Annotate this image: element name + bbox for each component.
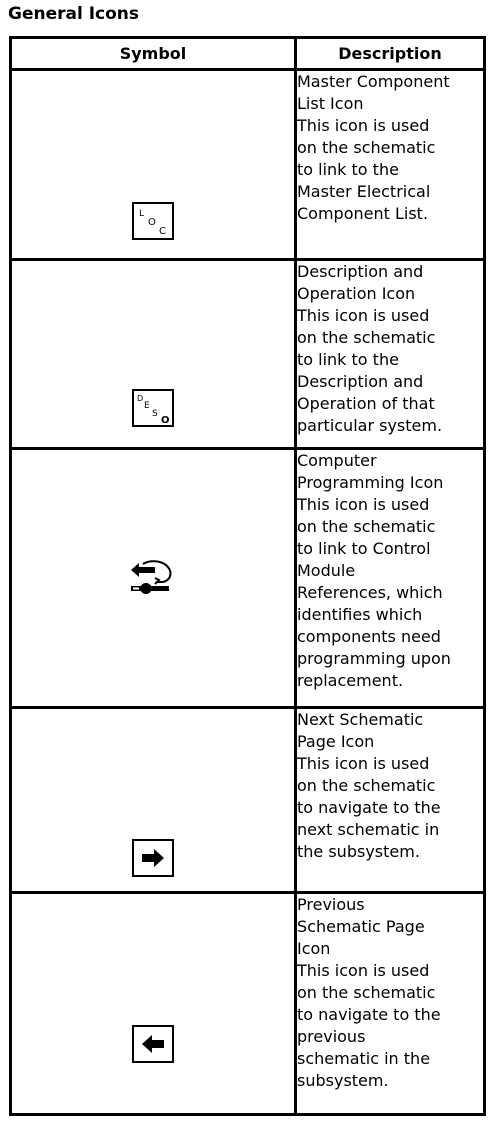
description-line: replacement. [297,671,404,690]
description-line: particular system. [297,416,443,435]
description-line: This icon is used [297,495,430,514]
description-line: Operation of that [297,394,435,413]
description-line: Computer [297,451,377,470]
description-line: Programming Icon [297,473,444,492]
description-line: programming upon [297,649,451,668]
description-cell [296,708,485,893]
table-row [11,708,485,893]
deso-icon[interactable] [132,389,174,427]
description-line: components need [297,627,441,646]
description-line: on the schematic [297,517,436,536]
description-line: on the schematic [297,328,436,347]
description-line: Component List. [297,204,429,223]
description-line: Description and [297,372,424,391]
description-line: Description and [297,262,424,281]
description-line: identifies which [297,605,423,624]
general-icons-table [9,36,486,1116]
arrow-right-icon[interactable] [132,839,174,877]
symbol-cell [11,260,296,449]
description-line: to navigate to the [297,798,441,817]
table-row [11,260,485,449]
symbol-cell [11,70,296,260]
description-line: Next Schematic [297,710,424,729]
description-line: References, which [297,583,443,602]
description-line: subsystem. [297,1071,389,1090]
description-line: previous [297,1027,366,1046]
svg-text:E: E [144,401,150,411]
table-row [11,70,485,260]
description-line: Page Icon [297,732,375,751]
symbol-cell [11,708,296,893]
table-row [11,449,485,708]
table-row [11,893,485,1115]
description-line: Operation Icon [297,284,416,303]
description-line: Previous [297,895,365,914]
description-header: Description [296,38,485,70]
description-line: Master Component [297,72,450,91]
description-line: on the schematic [297,983,436,1002]
description-line: This icon is used [297,754,430,773]
description-line: List Icon [297,94,364,113]
description-cell [296,893,485,1115]
description-line: to navigate to the [297,1005,441,1024]
svg-text:S: S [152,409,158,419]
description-line: This icon is used [297,116,430,135]
description-line: schematic in the [297,1049,431,1068]
svg-text:D: D [137,394,144,403]
loc-icon[interactable] [132,202,174,240]
svg-text:L: L [139,209,145,219]
description-line: Module [297,561,356,580]
description-line: Master Electrical [297,182,431,201]
description-cell [296,449,485,708]
svg-text:O: O [148,217,156,228]
description-line: This icon is used [297,306,430,325]
symbol-header: Symbol [11,38,296,70]
description-line: on the schematic [297,776,436,795]
table-header-row [11,38,485,70]
computer-programming-icon[interactable] [127,558,179,598]
description-line: next schematic in [297,820,440,839]
description-line: Schematic Page [297,917,425,936]
description-line: Icon [297,939,331,958]
svg-text:C: C [159,226,166,237]
description-line: the subsystem. [297,842,420,861]
description-cell [296,70,485,260]
arrow-left-icon[interactable] [132,1025,174,1063]
description-line: to link to the [297,350,399,369]
description-line: This icon is used [297,961,430,980]
description-cell [296,260,485,449]
symbol-cell [11,893,296,1115]
description-line: to link to Control [297,539,431,558]
symbol-cell [11,449,296,708]
svg-text:O: O [161,415,170,425]
description-line: to link to the [297,160,399,179]
description-line: on the schematic [297,138,436,157]
page-title: General Icons [8,4,140,24]
